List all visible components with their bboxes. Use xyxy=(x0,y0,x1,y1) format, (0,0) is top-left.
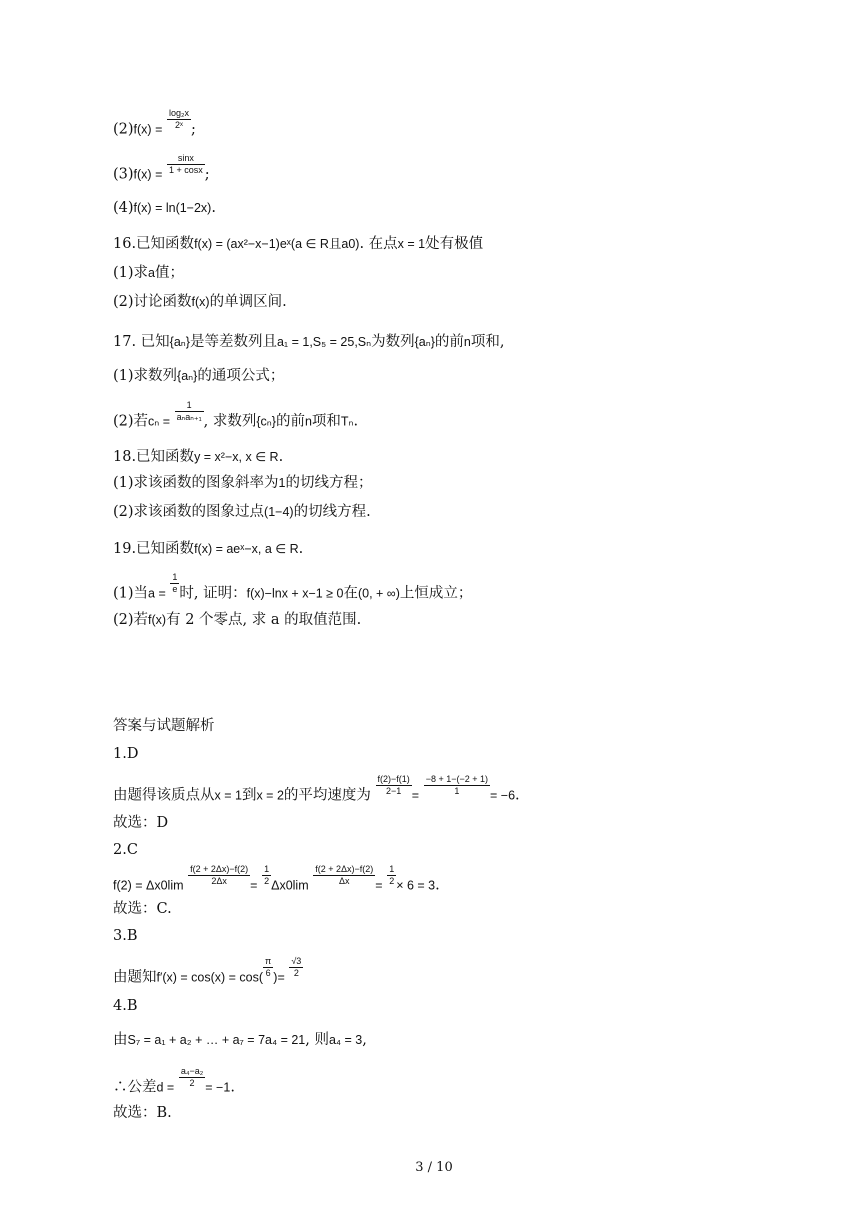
question-19-part2: (2)若f(x)有 2 个零点, 求 a 的取值范围. xyxy=(113,612,362,628)
question-18-part1: (1)求该函数的图象斜率为1的切线方程； xyxy=(113,475,373,491)
answer-1-work: 由题得该质点从x = 1到x = 2的平均速度为 $\frac{f(2)-f(1)}{2-1}$ = $\frac{-8 + 1-(-2 + 1)}{1}$ = −6. xyxy=(113,774,520,804)
fraction: $\frac{\text{log₂x}}{\text{2ˣ}}$ xyxy=(168,108,189,130)
answer-4-label: 4.B xyxy=(113,998,138,1014)
answer-2-label: 2.C xyxy=(113,842,138,858)
answer-2-work: f(2) = Δx0lim $\frac{f(2 + 2\Delta x)-f(2)}{2\Delta x}$ = $\frac{1}{2}$ Δx0lim $\frac{f(2 + 2\Delta x)-f(2)}{\Delta x}$ = $\frac{1}{2}$ × 6 = 3. xyxy=(113,864,440,894)
question-17: 17. 已知{aₙ}是等差数列且a₁ = 1,S₅ = 25,Sₙ为数列{aₙ}的前n项和, xyxy=(113,334,505,350)
answer-3-label: 3.B xyxy=(113,928,138,944)
math-expr: x = 1 xyxy=(397,237,426,251)
question-18: 18.已知函数y = x²−x, x ∈ R. xyxy=(113,449,284,465)
question-16-part2: (2)讨论函数f(x)的单调区间. xyxy=(113,294,287,310)
question-19-part1: (1)当a = $\frac{1}{e}$ 时, 证明：f(x)−lnx + x−1 ≥ 0在(0, + ∞)上恒成立； xyxy=(113,572,473,602)
math-expr: f(x) = ln(1−2x) xyxy=(133,201,212,215)
part-number: (4) xyxy=(113,200,134,216)
answers-heading: 答案与试题解析 xyxy=(113,718,215,734)
question-16: 16.已知函数f(x) = (ax²−x−1)eˣ(a ∈ R且a0). 在点x = 1处有极值 xyxy=(113,236,484,252)
question-17-part1: (1)求数列{aₙ}的通项公式； xyxy=(113,368,285,384)
answer-1-label: 1.D xyxy=(113,746,139,762)
answer-2-conclusion: 故选：C. xyxy=(113,901,172,917)
question-19: 19.已知函数f(x) = aeˣ−x, a ∈ R. xyxy=(113,541,304,557)
answer-4-work: 由S₇ = a₁ + a₂ + … + a₇ = 7a₄ = 21, 则a₄ = 3, xyxy=(113,1032,367,1048)
fraction: $\frac{\text{a₄−a₂}}{2}$ xyxy=(180,1066,204,1088)
part-number: (3) xyxy=(113,166,134,183)
answer-3-work: 由题知f′(x) = cos(x) = cos( $\frac{\pi}{6}$ )= $\frac{√3}{2}$ xyxy=(113,956,302,986)
fraction: $\frac{f(2 + 2\Delta x)-f(2)}{2\Delta x}$ xyxy=(190,864,249,886)
fraction: $\frac{\pi}{6}$ xyxy=(265,956,272,978)
part-number: (2) xyxy=(113,121,134,138)
fraction: $\frac{\sin x}{1 + \cos x}$ xyxy=(168,153,203,175)
answer-4-diff: ∴公差d = $\frac{\text{a₄−a₂}}{2}$ = −1. xyxy=(113,1066,235,1096)
fraction: $\frac{1}{\text{aₙaₙ₊₁}}$ xyxy=(176,400,202,422)
math-expr: f(x) = xyxy=(133,122,163,137)
q15-part2: (2)f(x) = $\frac{\text{log₂x}}{\text{2ˣ}}$ ; xyxy=(113,108,196,138)
math-expr: f(x) = (ax²−x−1)eˣ xyxy=(194,237,291,251)
answer-4-conclusion: 故选：B. xyxy=(113,1105,172,1121)
fraction: $\frac{1}{e}$ xyxy=(172,572,178,594)
q15-part3: (3)f(x) = $\frac{\sin x}{1 + \cos x}$ ; xyxy=(113,153,210,183)
fraction: $\frac{f(2 + 2\Delta x)-f(2)}{\Delta x}$ xyxy=(315,864,374,886)
fraction: $\frac{f(2)-f(1)}{2-1}$ xyxy=(377,774,410,796)
question-18-part2: (2)求该函数的图象过点(1−4)的切线方程. xyxy=(113,504,371,520)
fraction: $\frac{1}{2}$ xyxy=(264,864,270,886)
fraction: $\frac{√3}{2}$ xyxy=(291,956,302,978)
fraction: $\frac{1}{2}$ xyxy=(389,864,395,886)
fraction: $\frac{-8 + 1-(-2 + 1)}{1}$ xyxy=(425,774,488,796)
answer-1-conclusion: 故选：D xyxy=(113,815,169,831)
question-16-part1: (1)求a值； xyxy=(113,265,184,281)
page-number: 3 / 10 xyxy=(415,1160,453,1175)
q15-part4: (4)f(x) = ln(1−2x). xyxy=(113,200,216,216)
math-expr: f(x) = xyxy=(133,167,163,182)
question-17-part2: (2)若cₙ = $\frac{1}{\text{aₙaₙ₊₁}}$ , 求数列{cₙ}的前n项和Tₙ. xyxy=(113,400,359,430)
